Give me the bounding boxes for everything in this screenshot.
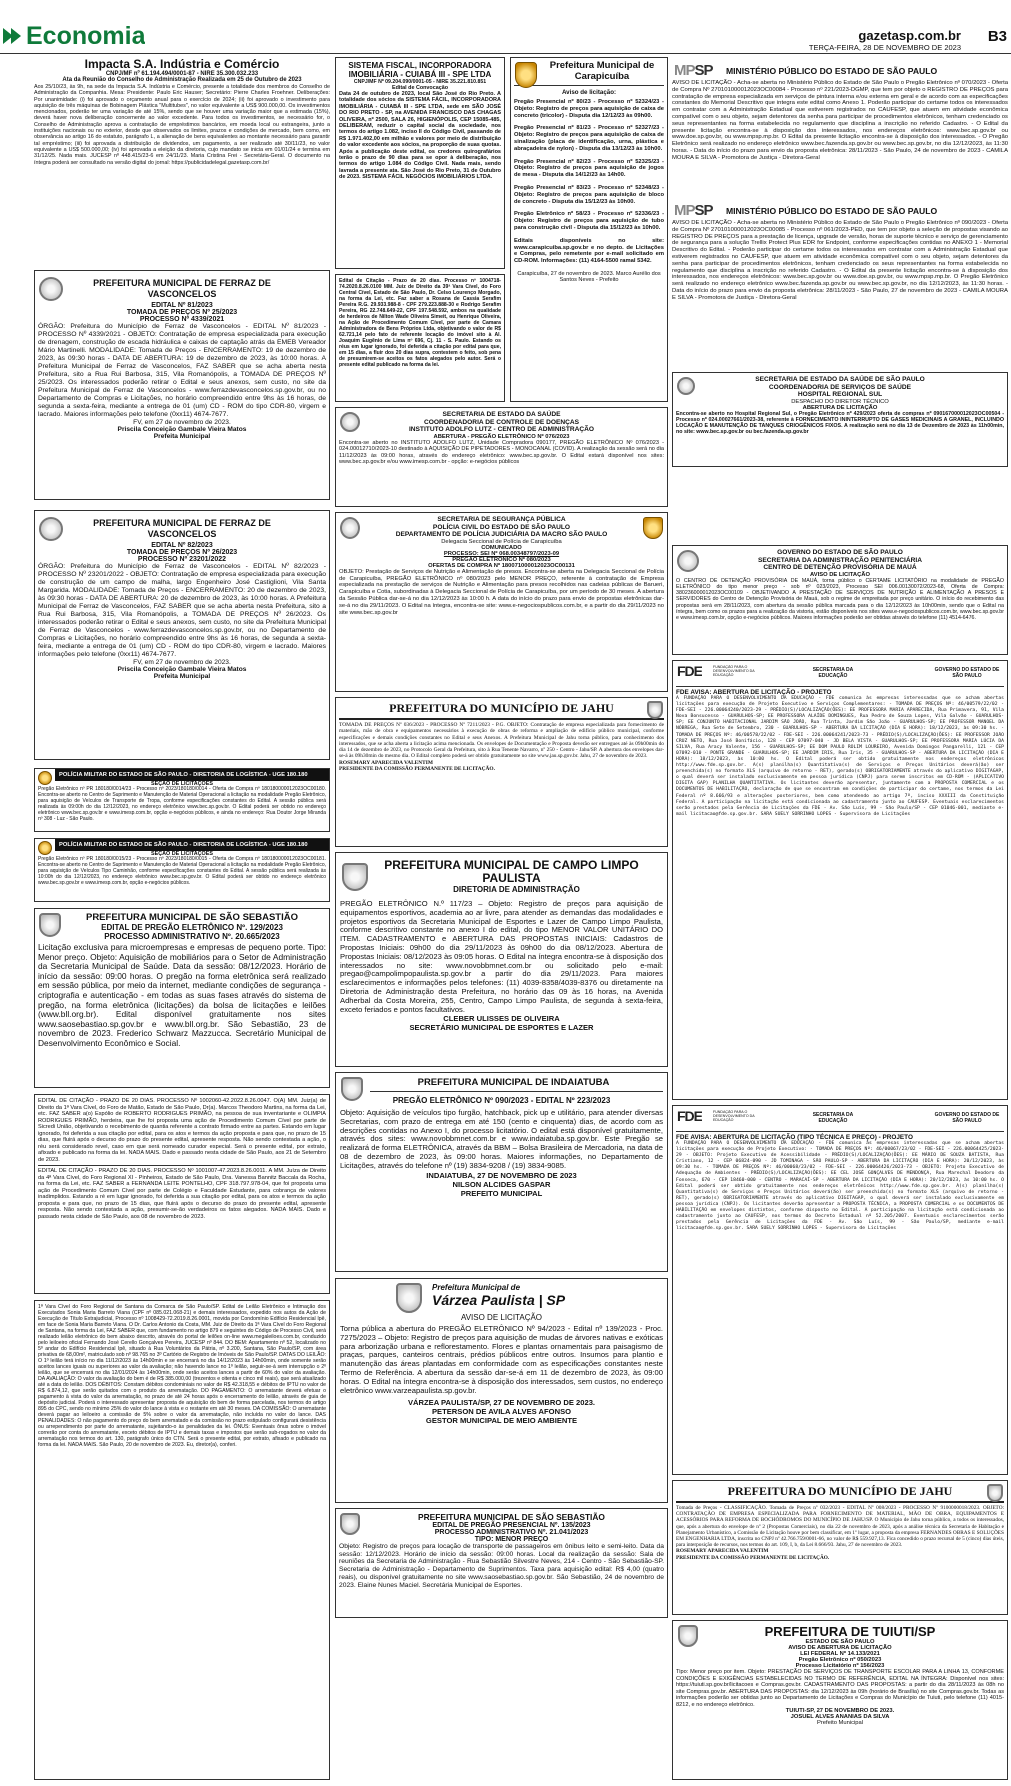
gv-body: O CENTRO DE DETENÇÃO PROVISÓRIA DE MAUÁ, torna público o CERTAME LICITATÓRIO na modalidade de PREGÃO ELETRÔNICO do tipo menor preço - sob nº 023/2023, Processo SEI 006.00130072/2023-68, Oferta de Compra: 380236000012023OC00109 - OBJETIVANDO A PRESTAÇÃO DE SERVIÇOS DE NUTRIÇÃO E ALIMENTAÇÃO A PRESOS E SERVIDORES do Centro de Detenção Provisória de Mauá, sob o regime de empreitada por preço unitário. O início do recebimento das propostas será em 28/11/2023, com abertura da sessão pública marcada para o dia 12/12/2023 às 10h00min, sendo que o Edital na íntegra, bem como os prazos para a realização da vistoria, estão disponíveis nos sites www.e-negociospublicos.com.br, www.bec.sp.gov.br e www.imesp.com.br, opção e-negócios públicos. Maiores informações poderão ser obtidas através do telefone (11) 4514-6476. xyxy=(676,577,1004,621)
varzea-sign: PETERSON DE AVILA ALVES AFONSO xyxy=(431,1407,572,1417)
ferraz1-line-2: PROCESSO Nº 4339/2021 xyxy=(139,316,225,323)
campo-limpo-seal-icon xyxy=(342,863,368,891)
carapicuiba-title: Prefeitura Municipal de Carapicuíba xyxy=(549,60,655,82)
sc-h4: ABERTURA - PREGÃO ELETRÔNICO Nº 076/2023 xyxy=(433,433,570,440)
ferraz1-sign: Priscila Conceição Gambale Vieira Matos xyxy=(117,426,247,433)
ss2-line-0: EDITAL DE PREGÃO PRESENCIAL Nº. 135/2023 xyxy=(432,1522,591,1529)
ind-sub: PREGÃO ELETRÔNICO Nº 090/2023 - EDITAL Nº 223/2023 xyxy=(392,1096,611,1105)
varzea-notice xyxy=(335,1278,668,1503)
ind-title: PREFEITURA MUNICIPAL DE INDAIATUBA xyxy=(417,1077,610,1088)
ferraz-seal-icon xyxy=(39,277,63,301)
page-header xyxy=(0,0,1011,54)
ss2-body: Objeto: Registro de preços para locação de transporte de passageiros em ônibus leito e semi-leito. Data da sessão: 12/12/2023. Horário de início da sessão: 09:00 horas. Local da realização da sessão: Sala de reuniões da Secretaria de Administração - Rua Sebastião Silvestre Neves, 214 - Centro - São Sebastião-SP. Secretaria de Administração - Departamento de Suprimentos. Taxa para aquisição edital: R$ 4,00 (quatro reais), ou disponível gratuitamente no site www.saosebastiao.sp.gov.br. São Sebastião, 24 de novembro de 2023. Elaine Nunes Maciel. Secretária Municipal de Esportes. xyxy=(339,1543,664,1589)
edital-citacao-1 xyxy=(335,274,505,402)
carapicuiba-subtitle: Aviso de licitação: xyxy=(561,89,617,96)
tuiuti-role: Prefeito Municipal xyxy=(816,1720,864,1726)
sh-body: Encontra-se aberto no Hospital Regional Sul, o Pregão Eletrônico nº 429/2023 oferta de compras nº 090167000012023OC00504 - Processo nº 024.00027661/2023-38, referente à FORNECIMENTO ININTERRUPTO DE GASES MEDICINAIS A GRANEL, INCLUINDO LOCAÇÃO E MANUTENÇÃO DE TANQUES CRIOGÊNICOS FIXOS. A realização será no dia 13 de Dezembro de 2023 às 11h00min, no site: www.bec.sp.gov.br ou bec.fazenda.sp.gov.br xyxy=(676,410,1004,436)
indaiatuba-notice xyxy=(335,1072,668,1272)
fde-logo: FDE xyxy=(677,1108,702,1124)
sg-h8: OFERTAS DE COMPRA Nº 180071000012023OC00131 xyxy=(428,562,575,569)
jahu2-body: Tomada de Preços - CLASSIFICAÇÃO. Tomada de Preços nº 032/2023 - EDITAL Nº 008/2023 - PROCESSO Nº 9100000018/2023. OBJETO: CONTRATAÇÃO DE EMPRESA ESPECIALIZADA PARA FORNECIMENTO DE MATERIAL, MÃO DE OBRA, EQUIPAMENTOS E ACESSÓRIOS PARA REFORMA DE BOCHÓDROMOS DO MUNICÍPIO DE JAHU/SP. O Município de Jahu torna público, a todos os interessados, que, após a abertura do envelope de nº 2 (Propostas Comerciais), no dia 22 de novembro de 2023, após a análise técnica da Secretaria de Habitação e Planejamento Urbanístico, a Comissão de Licitação houve por bem classificar, em 1º lugar, a proposta da empresa FERNANDES OBRAS E SOLUÇÕES EM ENGENHARIA LTDA, inscrita no CNPJ nº 42.766.759/0001-66, no valor de R$ 559.927,13. Fica concedido o prazo recursal de 5 (cinco) dias úteis, para interposição de recursos, nos termos do art. 109, I, b, da Lei 8.666/93. Jahu, 27 de novembro de 2023. xyxy=(676,1505,1004,1549)
carapicuiba-sign: Carapicuíba, 27 de novembro de 2023. Marco Aurélio dos Santos Neves - Prefeito xyxy=(517,270,661,284)
ferraz-notice-1 xyxy=(34,270,330,500)
mpsp-logo: MPSP xyxy=(674,62,713,79)
edital-citacao-2-body: EDITAL DE CITAÇÃO - PRAZO DE 20 DIAS. PROCESSO Nº 1002060-42.2022.8.26.0047. O(A) MM. Juiz(a) de Direito da 1ª Vara Cível, do Foro de Matão, Estado de São Paulo, Dr(a). Marcos Theodoro Martins, na forma da Lei, etc. FAZ SABER a(o) Espólio de ROBERTO RODRIGUES PRIMÃO, na pessoa de sua inventariante e OLIMPIA RODRIGUES PRIMÃO, herdeira, que lhe foi proposta uma ação de Procedimento Comum Cível por parte de Sicredi União, objetivando o recebimento de quantia referente a contrato firmado entre as partes. Estando em lugar ignorado, foi deferida a sua citação por edital, para os atos e termos da ação proposta e para que, no prazo de 15 dias, que fluirá após o decurso do prazo do presente edital, apresente resposta. Não sendo contestada a ação, o réu será considerado revel, caso em que será nomeado curador especial. Será o presente edital, por extrato, afixado e publicado na forma da lei. NADA MAIS. Dado e passado nesta cidade de São Paulo, aos 21 de Setembro de 2023. xyxy=(38,1098,326,1163)
ferraz2-line-2: PROCESSO Nº 23201/2022 xyxy=(137,556,227,563)
sc-h3: INSTITUTO ADOLFO LUTZ - CENTRO DE ADMINISTRAÇÃO xyxy=(408,426,595,434)
page-number: B3 xyxy=(987,28,1007,45)
carapicuiba-item-2: Pregão Presencial nº 82/23 - Processo nº 52325/23 - Objeto: Registro de preços para aquisição de jogos de mesa - Disputa dia 14/12/23 às 14h00. xyxy=(514,158,664,179)
tuiuti-line-1: AVISO DE ABERTURA DE LICITAÇÃO xyxy=(788,1645,892,1651)
sf-body: Data 24 de outubro de 2023, local São José do Rio Preto. A totalidade dos sócios da SISTEMA FÁCIL, INCORPORADORA IMOBILIÁRIA - CUIABÁ III - SPE LTDA, sede em SÃO JOSÉ DO RIO PRETO - SP, na AVENIDA FRANCISCO DAS CHAGAS OLIVEIRA, nº 2500, SALA 26, HIGIENÓPOLIS, CEP 15085-485, DELIBERAM, reduzir o capital social da sociedade, nos termos do artigo 1.082, inciso II do Código Civil, passando de R$ 1.971.402,00 em milhão e valores por meio de distribuição do valor excedente aos sócios, na proporção de suas quotas. Após a publicação deste edital, os credores quirografários terão o prazo de 90 dias para se opor à deliberação, nos termos do artigo 1.084 do Código Civil. Nada mais, sendo lavrada a presente ata. São José do Rio Preto, 31 de Outubro de 2023. SISTEMA FÁCIL NEGÓCIOS IMOBILIÁRIOS LTDA. xyxy=(339,91,501,181)
sg-h1: SECRETARIA DE SEGURANÇA PÚBLICA xyxy=(437,516,566,523)
fde2-body: A FUNDAÇÃO PARA O DESENVOLVIMENTO DA EDUCAÇÃO - FDE comunica às empresas interessadas que se acham abertas licitações para execução de Projeto Executivo: - TOMADA DE PREÇOS Nº: 46/00067/23/02 - FDE-SEI - 226.00064425/2023-29 - OBJETO: Projeto Executivo de Acessibilidade - PRÉDIO(S)/LOCALIZAÇÃO(ÕES): EE MÁRIO DE SOUZA BATISTA, Rua Cristiano, 12 - CEP 06824-090 - JD TOMINAGA - SÃO PAULO-SP - ABERTURA DA LICITAÇÃO (DIA E HORA): 20/12/2023, às 09:30 hs. - TOMADA DE PREÇOS Nº: 46/00068/23/02 - FDE-SEI - 226.00064426/2023-73 - OBJETO: Projeto Executivo de Adequação de Ambientes - PRÉDIO(S)/LOCALIZAÇÃO(ÕES): EE CEL JOSÉ GONÇALVES DE MENDONÇA, Rua Marechal Deodoro da Fonseca, 670 - CEP 18460-000 - CENTRO - MARACAÍ-SP - ABERTURA DA LICITAÇÃO (DIA E HORA): 20/12/2023, às 10:00 hs. O Edital poderá ser obtido gratuitamente nos endereços eletrônicos http://www.fde.sp.gov.br. A(s) planilha(s) Quantitativa(s) de Serviços e Preços Unitários deverá(ão) ser preenchida(s) no formato XLS (arquivo de retorno - RET), gerado(s) OBRIGATORIAMENTE através do aplicativo DIGITAGAP, o qual deverá ser instalado exclusivamente em pessoa jurídica (CNPJ). Os licitantes deverão apresentar a PROPOSTA TÉCNICA, a PROPOSTA COMERCIAL e os DOCUMENTOS DE HABILITAÇÃO em envelopes distintos, conforme disposto no Edital. A participação na licitação está condicionada ao cadastramento junto ao CAUFESP, nos termos do Decreto Estadual nº 52.205/2007. Eventuais esclarecimentos serão prestados pela Gerência de Licitações da FDE - Av. São Luís, 99 - São Paulo/SP, mediante e-mail licitacao@fde.sp.gov.br. SARA SUELY SORRINHO LOPES - Supervisora de Licitações xyxy=(676,1141,1004,1232)
edital-citacao-2 xyxy=(34,1094,330,1294)
pm2-body: Pregão Eletrônico nº PR 180180/0015/23 - Processo nº 2023/180180/0015 - Oferta de Compra nº 180180000012023OC00181. Encontra-se aberto no Centro de Suprimento e Manutenção de Material Operacional a licitação na modalidade Pregão Eletrônico, para aquisição de Veículos Tipo Caminhão, conforme especificações constantes do Edital. A sessão pública será realizada às 10:00h do dia 12/12/2023, no endereço eletrônico www.bec.sp.gov.br. O Edital poderá ser obtido no endereço eletrônico www.bec.sp.gov.br e www.imesp.com.br, opção e-negócios públicos. xyxy=(38,856,326,886)
sao-sebastiao-seal-icon xyxy=(39,913,61,937)
sh-h3: HOSPITAL REGIONAL SUL xyxy=(797,391,883,399)
fde-logo: FDE xyxy=(677,663,702,679)
carapicuiba-notice xyxy=(510,57,668,402)
cl-role: SECRETÁRIO MUNICIPAL DE ESPORTES E LAZER xyxy=(409,1023,594,1033)
jahu1-title: PREFEITURA DO MUNICÍPIO DE JAHU xyxy=(339,701,664,720)
tuiuti-body: Tipo: Menor preço por item. Objeto: PRESTAÇÃO DE SERVIÇOS DE TRANSPORTE ESCOLAR PARA A LINHA 13, CONFORME CONDIÇÕES E EXIGÊNCIAS ESTABELECIDAS NO TERMO DE REFERÊNCIA, EDITAL NA ÍNTEGRA: Disponível nos sites: https://tuiuti.sp.gov.br/licitacoes e Compras.gov.br. CADASTRAMENTO DAS PROPOSTAS: a partir do dia 28/11/2023 às 08h no site Compras.gov.br. ABERTURA DAS PROPOSTAS: dia 12/12/2023 às 09h (horário de Brasília) no site Compras.gov.br. Todas as informações poderão ser obtidas junto ao Departamento de Licitações e Compras do Município de Tuiuti, pelo telefone (11) 4015-8212, e no endereço eletrônico. xyxy=(676,1669,1004,1708)
ferraz2-line-0: EDITAL Nº 82/2023 xyxy=(151,542,213,549)
ferraz1-line-1: TOMADA DE PREÇOS Nº 25/2023 xyxy=(126,309,238,316)
impacta-notice xyxy=(34,57,330,257)
mpsp1-body: AVISO DE LICITAÇÃO - Acha-se aberta no Ministério Público do Estado de São Paulo o Pregão Eletrônico nº 070/2023 - Oferta de Compra Nº 270101000012023OC00084 - Processo nº 221/2023-DGMP, que tem por objeto o REGISTRO DE PREÇOS para contratação de empresa especializada em serviços de pintura interna e/ou externa em geral e de acordo com as especificações constantes do Memorial Descritivo que integra este edital como Anexo 1. Poderão participar do certame todos os interessados em contratar com a Administração Estadual que estiverem registrados no CAUFESP, que atuem em atividade econômica compatível com o seu objeto, sejam detentores da senha para participar de procedimentos eletrônicos, tenham credenciado os seus representantes na forma estabelecida no regulamento que disciplina a inscrição no referido Cadastro. - O Edital da presente licitação encontra-se à disposição dos interessados, nos endereços eletrônicos: www.bec.sp.gov.br ou www.doe.sp.gov.br, ou www.mpsp.mp.br. O Edital da presente licitação encontra-se à disposição dos interessados. - O Pregão Eletrônico será realizado no endereço eletrônico www.bec.fazenda.sp.gov.br ou www.bec.sp.gov.br, no dia 12/12/2023, às 11:30 horas. - Data do início do prazo para envio da proposta eletrônica: 28/11/2023 - São Paulo, 24 de novembro de 2023 - CAMILA MOURA E SILVA - Promotora de Justiça - Diretora-Geral xyxy=(672,80,1008,161)
sf-subtitle: Edital de Convocação xyxy=(391,85,449,91)
fde2-title: FDE AVISA: ABERTURA DE LICITAÇÃO (TIPO TÉCNICA E PREÇO) - PROJETO xyxy=(676,1131,1004,1141)
saude-hospital-notice xyxy=(672,372,1008,467)
sc-h1: SECRETARIA DE ESTADO DA SAÚDE xyxy=(442,411,561,418)
fde-notice-1 xyxy=(672,660,1008,1100)
jahu1-body: TOMADA DE PREÇOS Nº 036/2023 - PROCESSO Nº 7211/2023 - P.G. OBJETO: Contratação de empresa especializada para fornecimento de materiais, mão de obra e equipamentos necessários à execução de obras de reforma e ampliação de edifício público municipal, conforme especificações e demais condições constantes no Edital e seus Anexos. A Prefeitura Municipal de Jahu torna público, para conhecimento dos interessados, que se acha aberta a licitação acima mencionada. Os envelopes de Documentação e Proposta deverão ser entregues até às 09h00min do dia 14 de dezembro de 2023, no Protocolo Geral da Prefeitura, sito à Rua Tenente Navarro, nº 250 - Centro - Jahu/SP. A abertura dos envelopes dar-se-á às 09h30min do mesmo dia. O Edital completo poderá ser obtido gratuitamente no site www.jau.sp.gov.br. Jahu, 27 de novembro de 2023. xyxy=(339,722,664,760)
fde-notice-2 xyxy=(672,1105,1008,1475)
pm2-sub: SEÇÃO DE LICITAÇÕES xyxy=(151,851,213,857)
pm-seal-icon xyxy=(38,771,52,785)
tuiuti-line-2: LEI FEDERAL Nº 14.133/2021 xyxy=(800,1651,880,1657)
indaiatuba-seal-icon xyxy=(341,1077,363,1101)
pm1-sub: SEÇÃO DE LICITAÇÕES xyxy=(151,781,213,787)
ferraz2-title: PREFEITURA MUNICIPAL DE FERRAZ DE VASCONCELOS xyxy=(93,518,271,539)
ferraz2-sign: Priscila Conceição Gambale Vieira Matos xyxy=(117,666,247,673)
jahu2-role: PRESIDENTE DA COMISSÃO PERMANENTE DE LICITAÇÃO. xyxy=(676,1554,830,1561)
mpsp-notice-1 xyxy=(672,62,1008,192)
sg-h6: PROCESSO: SEI Nº 068.00348797/2023-09 xyxy=(443,550,560,557)
fde1-title: FDE AVISA: ABERTURA DE LICITAÇÃO - PROJETO xyxy=(676,686,1004,696)
jahu2-sign: ROSEMARY APARECIDA VALENTIM xyxy=(676,1548,769,1555)
ferraz1-line-0: EDITAL Nº 81/2023 xyxy=(151,302,213,309)
sg-h4: Delegacia Seccional de Polícia de Carapicuíba xyxy=(441,538,562,545)
tuiuti-seal-icon xyxy=(678,1625,698,1647)
mpsp2-body: AVISO DE LICITAÇÃO - Acha-se aberta no Ministério Público do Estado de São Paulo o Pregão Eletrônico nº 090/2023 - Oferta de Compra Nº 270101000012023OC00085 - Processo nº 061/2023-PED, que tem por objeto a seleção de propostas visando ao REGISTRO DE PREÇOS para a prestação de licença, upgrade de versão, horas de suporte técnico e serviço de gerenciamento de segurança para a solução Trellix Protect Plus EDR for Endpoint, conforme especificações contidas no ANEXO 1 - Memorial Descritivo do Edital. - Poderão participar do certame todos os interessados em contratar com a Administração Estadual que estiverem registrados no CAUFESP, que atuem em atividade econômica compatível com o seu objeto, sejam detentores da senha para participar de procedimentos eletrônicos, tenham credenciado os seus representantes na forma estabelecida no regulamento que disciplina a inscrição no referido Cadastro. - O Edital da presente licitação encontra-se à disposição dos interessados, nos endereços eletrônicos: www.bec.sp.gov.br ou www.doe.sp.gov.br, ou www.mpsp.mp.br. O Pregão Eletrônico será realizado no endereço eletrônico www.bec.fazenda.sp.gov.br ou www.bec.sp.gov.br, no dia 12/12/2023, às 11:30 horas. - Data do início do prazo para envio da proposta eletrônica: 28/11/2023 - São Paulo, 27 de novembro de 2023 - CAMILA MOURA E SILVA - Promotora de Justiça - Diretora-Geral xyxy=(672,220,1008,301)
tuiuti-notice xyxy=(672,1620,1008,1780)
ss1-line-0: EDITAL DE PREGÃO ELETRÔNICO Nº. 129/2023 xyxy=(101,923,283,932)
pm-seal-icon xyxy=(38,841,52,855)
sp-seal-icon xyxy=(340,412,360,432)
ind-body: Objeto: Aquisição de veículos tipo furgão, hatchback, pick up e utilitário, para atender diversas Secretarias, com prazo de entrega em até 150 (cento e cinquenta) dias, de acordo com as descrições contidas no Anexo I, do processo licitatório. O edital está disponível gratuitamente, através dos sites: www.novobbmnet.com.br e www.indaiatuba.sp.gov.br. Este Pregão se realizará de forma ELETRÔNICA, através da BBM – Bolsa Brasileira de Mercadoria, na data de 08 de dezembro de 2023, às 09:00 horas. Maiores informações, no Departamento de Licitações, através do telefone nº (19) 3834-9208 / (19) 3834-9085. xyxy=(340,1108,663,1170)
sao-sebastiao-seal-icon xyxy=(340,1513,360,1535)
carapicuiba-item-1: Pregão Presencial nº 81/23 - Processo nº 52327/23 - Objeto: Registro de preços para aquisição de caixa de sinalização (placa de identificação, urna, plástica e abraçadeira de nylon) - Disputa dia 13/12/23 às 10h00. xyxy=(514,125,664,152)
edital-leilao-body: 1ª Vara Cível do Foro Regional de Santana da Comarca de São Paulo/SP. Edital de Leilão Eletrônico e Intimação dos Executados Sonia Maria Barreto Viana (CPF nº 085.021.068-21) e demais interessados, expedido nos autos da Ação de Execução de Título Extrajudicial, Processo nº 1008429-72.2019.8.26.0001, movida por Condomínio Edifício Residencial Ipê, em face de Sonia Maria Barreto Viana. O Dr. Carlos Antonio da Costa, MM. Juiz de Direito da 1ª Vara Cível do Foro Regional de Santana, na forma da Lei, FAZ SABER que, com fundamento no artigo 879 e seguintes do Código de Processo Civil, será realizado leilão eletrônico do bem abaixo descrito, através do portal de leilões on-line www.megaleiloes.com.br, conduzido pelo leiloeiro oficial Fernando José Cerello Gonçalves Pereira, JUCESP nº 844. DO BEM: Apartamento nº 52, localizado no 5º andar do Edifício Residencial Ipê, situado à Rua Voluntários da Pátria, nº 3.200, Santana, São Paulo/SP, com área privativa de 68,00m², matriculado sob nº 98.765 no 3º Cartório de Registro de Imóveis de São Paulo/SP. DATAS DO LEILÃO: O 1º leilão terá início no dia 11/12/2023 às 14h00min e se encerrará no dia 14/12/2023 às 14h00min, onde somente serão aceitos lances iguais ou superiores ao valor da avaliação; não havendo lance no 1º leilão, seguir-se-á sem interrupção o 2º leilão, que se encerrará no dia 12/01/2024 às 14h00min, onde serão aceitos lances a partir de 60% do valor da avaliação. DA AVALIAÇÃO: O valor da avaliação do bem é de R$ 385.000,00 (trezentos e oitenta e cinco mil reais), que será atualizado até a data do leilão. DOS DÉBITOS: Constam débitos condominiais no valor de R$ 42.318,55 e débitos de IPTU no valor de R$ 6.874,12, que serão quitados com o produto da arrematação. DO PAGAMENTO: O arrematante deverá efetuar o pagamento à vista do valor da arrematação, no prazo de até 24 horas após o encerramento do leilão, através de guia de depósito judicial. Poderá o interessado apresentar proposta de aquisição do bem de forma parcelada, nos termos do artigo 895 do CPC, sendo no mínimo 25% do valor do lance à vista e o restante em até 30 meses. DA COMISSÃO: O arrematante deverá pagar ao leiloeiro a comissão de 5% sobre o valor da arrematação, não incluída no valor do lance. DAS PENALIDADES: O não pagamento do preço do bem arrematado e da comissão no prazo estipulado configurará desistência ou arrependimento por parte do arrematante, sujeitando-o às penalidades da lei. ÔNUS: Eventuais ônus sobre o imóvel correrão por conta do arrematante, exceto débitos de IPTU e demais taxas e impostos que serão sub-rogados no valor da arrematação nos termos do art. 130, parágrafo único do CTN. Será o presente edital, por extrato, afixado e publicado na forma da lei. NADA MAIS. São Paulo, 20 de novembro de 2023. Eu, diretor(a), conferi. xyxy=(38,1304,326,1448)
sh-h1: SECRETARIA DE ESTADO DA SAÚDE DE SÃO PAULO xyxy=(755,376,925,383)
pm1-body: Pregão Eletrônico nº PR 180180/0014/23 - Processo nº 2023/180180/0014 - Oferta de Compra nº 180180000012023OC00180. Encontra-se aberto no Centro de Suprimento e Manutenção de Material Operacional a licitação na modalidade Pregão Eletrônico, para aquisição de Veículos de Transporte de Tropa, conforme especificações constantes do Edital. A sessão pública será realizada às 09:00h do dia 12/12/2023, no endereço eletrônico www.bec.sp.gov.br. O Edital poderá ser obtido no endereço eletrônico www.bec.sp.gov.br e www.imesp.com.br, opção e-negócios públicos, e ainda no endereço: Rua Doutor Jorge Miranda nº 308 - Luz - São Paulo. xyxy=(38,786,326,822)
ferraz1-role: Prefeita Municipal xyxy=(153,433,211,440)
impacta-title: Impacta S.A. Indústria e Comércio xyxy=(84,57,280,71)
sg-h7: PREGÃO ELETRÔNICO Nº 080/2023 xyxy=(452,556,551,563)
varzea-role: GESTOR MUNICIPAL DE MEIO AMBIENTE xyxy=(425,1416,578,1426)
carapicuiba-item-5: Editais disponíveis no site: www.carapicuiba.sp.gov.br e no depto. de Licitações e Compras, pelo remetente por e-mail solicitado em CD-ROM. Informações: (11) 4164-5500 ramal 5342. xyxy=(514,237,664,265)
varzea-brand-2: Várzea Paulista | SP xyxy=(432,1292,566,1308)
gv-h3: CENTRO DE DETENÇÃO PROVISÓRIA DE MAUÁ xyxy=(763,564,917,572)
mpsp-notice-2 xyxy=(672,202,1008,337)
jahu-notice-2 xyxy=(672,1480,1008,1615)
varzea-body: Torna pública a abertura do PREGÃO ELETRÔNICO Nº 94/2023 - Edital nº 139/2023 - Proc. 7275/2023 – Objeto: Registro de preços para aquisição de mudas de árvores nativas e exóticas para arborização urbana e reflorestamento. Flores e plantas ornamentais para paisagismo de praças, parques, canteiros centrais, prédios públicos entre outros. Insumos para plantio e manutenção das áreas plantadas em conformidade com as especificações constantes neste Termo de Referência. A abertura da sessão dar-se-á em 11 de dezembro de 2023, às 09:00 horas. O Edital na íntegra encontra-se à disposição dos interessados, sem custos, no endereço eletrônico www.varzeapaulista.sp.gov.br. xyxy=(340,1324,663,1395)
cl-sign: CLEBER ULISSES DE OLIVEIRA xyxy=(443,1014,560,1024)
sao-sebastiao-notice-1 xyxy=(34,908,330,1088)
ferraz1-date: FV, em 27 de novembro de 2023. xyxy=(133,419,231,426)
varzea-brand-1: Prefeitura Municipal de xyxy=(432,1283,521,1292)
sh-h5: ABERTURA DE LICITAÇÃO xyxy=(802,404,878,411)
sh-h4: DESPACHO DO DIRETOR TÉCNICO xyxy=(791,398,889,405)
carapicuiba-item-3: Pregão Presencial nº 83/23 - Processo nº 52348/23 - Objeto: Registro de preços para aquisição de bloco de concreto - Disputa dia 15/12/23 às 10h00. xyxy=(514,184,664,205)
sao-sebastiao-notice-2 xyxy=(335,1508,668,1618)
carapicuiba-seal-icon xyxy=(515,62,537,88)
sf-title: SISTEMA FISCAL, INCORPORADORA IMOBILIÁRIA - CUIABÁ III - SPE LTDA xyxy=(348,61,492,79)
sh-h2: COORDENADORIA DE SERVIÇOS DE SAÚDE xyxy=(768,383,912,391)
pm-notice-2 xyxy=(34,838,330,902)
governo-cdp-notice xyxy=(672,545,1008,655)
varzea-sub: AVISO DE LICITAÇÃO xyxy=(460,1313,543,1322)
fde1-logo-sub: FUNDAÇÃO PARA O DESENVOLVIMENTO DA EDUCAÇÃO xyxy=(713,665,755,678)
cl-body: PREGÃO ELETRÔNICO N.º 117/23 – Objeto: Registro de preços para aquisição de equipamentos esportivos, academia ao ar livre, para atender as demandas das modalidades e projetos esportivos da Secretaria Municipal de Esportes e Lazer de Campo Limpo Paulista, conforme descritivo constante no anexo I do edital, do tipo MENOR VALOR UNITÁRIO DO ITEM. CADASTRAMENTO e ABERTURA DAS PROPOSTAS INICIAIS: Cadastros de Propostas Iniciais: 09h00 do dia 29/11/2023 às 09h00 do dia 08/12/2023. Abertura de Propostas Iniciais: 08/12/2023 às 09:05 horas. O Edital na íntegra encontra-se à disposição dos interessados no site: www.novobbmnet.com.br ou solicitado pelo e-mail: pregao@campolimpopaulista.sp.gov.br a partir do dia 29/11/2023. Para maiores esclarecimentos e informações pelos telefones: (11) 4039-8358/4039-8376 ou diretamente na Diretoria de Administração desta Prefeitura, no horário das 09 às 16 horas, na Avenida Adherbal da Costa Moreira, 255, Centro, Campo Limpo Paulista, de segunda à sexta-feira, exceto feriados e pontos facultativos. xyxy=(340,899,663,1014)
ferraz-seal-icon xyxy=(39,517,63,541)
gv-h1: GOVERNO DO ESTADO DE SÃO PAULO xyxy=(777,549,903,556)
gv-h2: SECRETARIA DA ADMINISTRAÇÃO PENITENCIÁRIA xyxy=(758,556,922,564)
ss1-title: PREFEITURA MUNICIPAL DE SÃO SEBASTIÃO xyxy=(85,912,298,923)
varzea-seal-icon xyxy=(396,1283,422,1313)
ferraz2-line-1: TOMADA DE PREÇOS Nº 26/2023 xyxy=(126,549,238,556)
fde2-sec: SECRETARIA DA EDUCAÇÃO xyxy=(812,1112,854,1124)
sg-body: OBJETO: Prestação de Serviços de Nutrição e Alimentação de presos. Encontra-se aberta na Delegacia Seccional de Polícia de Carapicuíba, PREGÃO ELETRÔNICO nº 080/2023 pelo MENOR PREÇO, referente à contratação de Empresa especializada na prestação de serviços de Nutrição e Alimentação para presos recolhidos nas cadeias públicas de Barueri, Carapicuíba e Cotia, subordinadas à Delegacia Seccional de Polícia de Carapicuíba, por um período de 30 meses. A abertura da Sessão Pública dar-se-á no dia 12/12/2023 às 10:00 h. A data do início do prazo para envio de propostas eletrônicas dar-se-á no dia 29/11/2023. O Edital na íntegra, encontra-se site: www.e-negociospublicos.com.br, e a partir do dia 29/11/2023 no site www.bec.sp.gov.br xyxy=(339,568,664,616)
jahu1-role: PRESIDENTE DA COMISSÃO PERMANENTE DE LICITAÇÃO. xyxy=(339,766,495,773)
impacta-cnpj: CNPJ/MF nº 61.194.494/0001-87 - NIRE 35.300.032.233 xyxy=(105,71,259,77)
edital-citacao-1-body: Edital de Citação - Prazo de 20 dias. Processo nº 1004718-74.2020.8.26.0100 MM. Juiz de Direito da 39ª Vara Cível, do Foro Central Cível, Estado de São Paulo, Dr. Celso Lourenço Morgado, na forma da Lei, etc. Faz saber a Rosana de Cassia Serafim Pereira R.G. 29.933.988-8 - CPF 279.223.888-30 e Rodrigo Serafim Pereira, RG 22.748.649-22, CPF 197.548.592, ambos na qualidade de herdeiros de Nilton Wade Oliveira Simeit, ou Henrique Oliveira, na Ação de Procedimento Comum Cível, por parte de Camara Administradora de Bens Próprios Ltda, objetivando o valor de R$ 62.721,14 pelo fato de referente locação do imóvel sito à Al. Joaquim Eugênio de Lima nº 696, Cj. 11 - S. Paulo. Estando os réus em lugar ignorado, foi deferida a citação por edital para que, em 15 dias, a fluir dos 20 dias supra, contestem o feito, sob pena de presumirem-se aceitos os fatos alegados pelo autor. Será o presente edital publicado na forma da lei. xyxy=(339,278,501,368)
jahu-notice-1 xyxy=(335,697,668,847)
header-arrow-icon xyxy=(3,28,23,44)
edital-citacao-2-body2: EDITAL DE CITAÇÃO - PRAZO DE 20 DIAS. PROCESSO Nº 1001007-47.2023.8.26.0011. A MM. Juíza de Direito da 4ª Vara Cível, do Foro Regional XI - Pinheiros, Estado de São Paulo, Dra. Vanessa Bannitz Baccala da Rocha, na forma da Lei, etc. FAZ SABER a FERNANDA LEITE PONTELHO, CPF 318.797.978-04, que foi proposta uma ação de Procedimento Comum Cível por parte de Colégio e Faculdade Estudante, para cobrança de valores inadimplidos. Estando a ré em lugar ignorado, foi deferida a sua citação por edital, para os atos e termos da ação proposta e para que, no prazo de 15 dias, que fluirá após o decurso do prazo do presente edital, apresente resposta. Não sendo contestada a ação, presumir-se-ão verdadeiros os fatos alegados. NADA MAIS. Dado e passado nesta cidade de São Paulo, aos 08 de novembro de 2023. xyxy=(38,1168,326,1220)
tuiuti-line-3: Pregão Eletrônico nº 050/2023 xyxy=(798,1657,882,1663)
ferraz1-body: ÓRGÃO: Prefeitura do Município de Ferraz de Vasconcelos - EDITAL Nº 81/2023 - PROCESSO Nº 4339/2021 - OBJETO: Contratação de empresa especializada para execução de drenagem, construção de escada hidráulica e caixas de captação atrás da EMEB Vereador Mário Martinelli. MODALIDADE: Tomada de Preços - ENCERRAMENTO: 19 de dezembro de 2023, às 09:30 horas - DATA DE ABERTURA: 19 de dezembro de 2023, às 10:00 horas. A Prefeitura Municipal de Ferraz de Vasconcelos, FAZ SABER que se acha aberta nesta Prefeitura, sito a Rua Rui Barbosa, 315, Vila Romanópolis, a TOMADA DE PREÇOS Nº 25/2023. Os interessados poderão retirar o Edital e seus anexos, sem custo, no site da Prefeitura Municipal de Ferraz de Vasconcelos - www.ferrazdevasconcelos.sp.gov.br, ou no Departamento de Compras e Licitações, no horário compreendido entre 9hs às 16 horas, de segunda a sexta-feira, mediante a entrega de 01 (um) CD - ROM do tipo CDR-80, virgem e lacrado. Maiores informações pelo telefone (0xx11) 4674-7677. xyxy=(38,323,326,418)
sp-seal-icon xyxy=(677,377,695,395)
edital-leilao xyxy=(34,1300,330,1780)
policia-civil-badge-icon xyxy=(643,517,663,539)
varzea-date: VÁRZEA PAULISTA/SP, 27 DE NOVEMBRO DE 2023. xyxy=(407,1398,596,1408)
fde2-gov: GOVERNO DO ESTADO DE SÃO PAULO xyxy=(934,1112,1000,1124)
mpsp-logo: MPSP xyxy=(674,202,713,219)
ferraz1-title: PREFEITURA MUNICIPAL DE FERRAZ DE VASCONCELOS xyxy=(93,278,271,299)
ind-date: INDAIATUBA, 27 DE NOVEMBRO DE 2023 xyxy=(426,1170,577,1180)
impacta-body: Aos 25/10/23, às 9h, na sede da Impacta S.A. Indústria e Comércio, presente a totalidade dos membros do Conselho de Administração da Companhia. Mesa: Presidente: Paulo Eric Hauser; Secretário: Pierre Charles Froehner. Deliberações: Por unanimidade: (i) foi aprovado o orçamento anual para o exercício de 2024; (ii) foi aprovado o investimento para aquisição de três máquinas de Bobinagem Plástica "Multitubes", no valor equivalente a US$ 900.000,00. Os investimentos mencionados, poderão ter uma variação de até 15%, sendo que se houver uma variação maior que a estimada (15%), deverá haver nova deliberação concernente ao valor excedente. Para todos os investimentos, se necessário for, o Conselho de Administração aprova a contratação de empréstimos bancários, em moeda local ou estrangeira, junto a instituições nacionais ou no exterior, desde que observados os limites, prazos e condições de mercado, bem como, em observância ao artigo 16 do estatuto, parágrafo L, a alienação de bens equivalentes ao montante necessário para garantir tal empréstimo; (iii) foi aprovada a distribuição de dividendos, um pagamento, a ser realizado até 30/11/23, no valor equivalente a US$ 500.000,00; (iv) foi aprovada a eleição da diretoria, cujo mandato se inicia em 01/01/24 e termina em 31/12/25. Nada mais. JUCESP nº 448.415/23-6 em 24/11/23. Maria Cristina Frei - Secretária-Geral. O documento na íntegra poderá ser consultado na versão digital do jornal: https://publicidadelegal.gazetasp.com.br/ xyxy=(34,84,330,166)
sg-h3: DEPARTAMENTO DE POLÍCIA JUDICIÁRIA DA MACRO SÃO PAULO xyxy=(395,531,608,539)
ferraz2-role: Prefeita Municipal xyxy=(153,673,211,680)
jahu1-sign: ROSEMARY APARECIDA VALENTIM xyxy=(339,759,433,766)
fde2-logo-sub: FUNDAÇÃO PARA O DESENVOLVIMENTO DA EDUCAÇÃO xyxy=(713,1110,755,1123)
tuiuti-title: PREFEITURA DE TUIUTI/SP xyxy=(764,1624,936,1639)
ss2-line-1: PROCESSO ADMINISTRATIVO Nº. 21.041/2023 xyxy=(434,1529,589,1536)
sf-cnpj: CNPJ/MF Nº 09.204.090/0001-05 - NIRE 35.221.810.851 xyxy=(353,79,487,85)
carapicuiba-item-0: Pregão Presencial nº 80/23 - Processo nº 52324/23 - Objeto: Registro de preços para aquisição de caixa de concreto (tricolor) - Disputa dia 12/12/23 às 09h00. xyxy=(514,99,664,119)
sg-h2: POLÍCIA CIVIL DO ESTADO DE SÃO PAULO xyxy=(432,523,571,531)
ss1-body: Licitação exclusiva para microempresas e empresas de pequeno porte. Tipo: Menor preço. Objeto: Aquisição de mobiliários para o Setor de Administração da Secretaria Municipal de Saúde. Data da sessão: 08/12/2023. Horário de início da sessão: 09:00 horas. O pregão na forma eletrônica será realizado em sessão pública, por meio da internet, mediante condições de segurança - criptografia e autenticação - em todas as suas fases através do sistema de pregão, na forma eletrônica (licitações) da bolsa de licitações e leilões (www.bll.org.br). Edital disponível gratuitamente nos sites www.saosebastiao.sp.gov.br e www.bll.org.br. São Sebastião, 23 de novembro de 2023. Frederico Schwarz Mazzucca. Secretário Municipal de Desenvolvimento Econômico e Social. xyxy=(38,942,326,1048)
gv-h4: AVISO DE LICITAÇÃO xyxy=(809,571,870,578)
cl-title: PREFEITURA MUNICIPAL DE CAMPO LIMPO PAULISTA xyxy=(384,858,639,885)
sg-h5: COMUNICADO xyxy=(481,544,522,551)
ss2-title: PREFEITURA MUNICIPAL DE SÃO SEBASTIÃO xyxy=(418,1512,605,1522)
campo-limpo-notice xyxy=(335,852,668,1067)
jahu2-title: PREFEITURA DO MUNICÍPIO DE JAHU xyxy=(676,1484,1004,1503)
tuiuti-date: TUIUTI-SP, 27 DE NOVEMBRO DE 2023. xyxy=(785,1708,895,1714)
ind-role: PREFEITO MUNICIPAL xyxy=(460,1188,543,1198)
jahu-seal-icon xyxy=(987,1484,1003,1502)
saude-cais-notice xyxy=(335,407,668,507)
tuiuti-line-4: Processo Licitatório nº 156/2023 xyxy=(795,1663,885,1669)
ss1-line-1: PROCESSO ADMINISTRATIVO Nº. 20.665/2023 xyxy=(104,932,280,941)
carapicuiba-item-4: Pregão Eletrônico nº 58/23 - Processo nº 52336/23 - Objeto: Registro de preços para aquisição de tubo para construção civil - Disputa dia 15/12/23 às 10h00. xyxy=(514,211,664,231)
mpsp2-title: MINISTÉRIO PÚBLICO DO ESTADO DE SÃO PAULO xyxy=(726,206,938,216)
jahu-seal-icon xyxy=(647,701,663,719)
ferraz2-body: ÓRGÃO: Prefeitura do Município de Ferraz de Vasconcelos - EDITAL Nº 82/2023 - PROCESSO Nº 23201/2022 - OBJETO: Contratação de empresa especializada para execução de construção de um campo de malha, largo Engenheiro José Castiglioni, Vila Santa Margarida. MODALIDADE: Tomada de Preços - ENCERRAMENTO: 20 de dezembro de 2023, às 09:30 horas - DATA DE ABERTURA: 20 de dezembro de 2023, às 10:00 horas. A Prefeitura Municipal de Ferraz de Vasconcelos, FAZ SABER que se acha aberta nesta Prefeitura, sito a Rua Rui Barbosa, 315, Vila Romanópolis, a TOMADA DE PREÇOS Nº 26/2023. Os interessados poderão retirar o Edital e seus anexos, sem custo, no site da Prefeitura Municipal de Ferraz de Vasconcelos - www.ferrazdevasconcelos.sp.gov.br, ou no Departamento de Compras e Licitações, no horário compreendido entre 9hs às 16 horas, de segunda a sexta-feira, mediante a entrega de 01 (um) CD - ROM do tipo CDR-80, virgem e lacrado. Maiores informações pelo telefone (0xx11) 4674-7677. xyxy=(38,563,326,658)
sistema-fiscal-notice xyxy=(335,57,505,269)
impacta-subtitle: Ata da Reunião do Conselho de Administração Realizada em 25 de Outubro de 2023 xyxy=(62,77,302,83)
fde1-body: A FUNDAÇÃO PARA O DESENVOLVIMENTO DA EDUCAÇÃO - FDE comunica às empresas interessadas que se acham abertas licitações para execução de Projeto Executivo e Serviços Complementares: - TOMADA DE PREÇOS Nº: 46/00579/22/02 - FDE-SEI - 226.00064240/2023-29 - PRÉDIO(S)/LOCALIZAÇÃO(ÕES): EE PROFESSORA MARIA APARECIDA, Rua Primavera, 91, Vila Nova Bonsucesso - GUARULHOS-SP; EE PROFESSORA ALAÍDE DOMINGUES, Rua Pedro de Souza Lopes, Vila Galvão - GUARULHOS-SP; EE CONJUNTO HABITACIONAL JARDIM SÃO JOÃO, Rua Trinta, Jardim São João - GUARULHOS-SP; EE PROFESSOR MANOEL DA NÓBREGA, Rua Sete de Setembro, 230 - GUARULHOS-SP - ABERTURA DA LICITAÇÃO (DIA E HORA): 18/12/2023, às 09:30 hs. - TOMADA DE PREÇOS Nº: 46/00578/22/02 - FDE-SEI - 226.00064241/2023-73 - PRÉDIO(S)/LOCALIZAÇÃO(ÕES): EE PROFESSOR JOÃO CRUZ NETO, Rua José Bonifácio, 128 - CEP 07097-040 - JD BELA VISTA - GUARULHOS-SP; EE PROFESSORA MARIA LÚCIA DA SILVA, Rua Aracy Valente, 156 - GUARULHOS-SP; EE DOM PAULO ROLIM LOUREIRO, Avenida Domingos Pangarelli, 121 - CEP 07092-010 - PONTE GRANDE - GUARULHOS-SP; EE JARDIM IRIS, Rua Iris, 35 - GUARULHOS-SP - ABERTURA DA LICITAÇÃO (DIA E HORA): 18/12/2023, às 10:00 hs. O Edital poderá ser obtido gratuitamente nos endereços eletrônicos http://www.fde.sp.gov.br. A(s) planilha(s) Quantitativa(s) de Serviços e Preços Unitários deverá(ão) ser preenchida(s) no formato XLS (arquivo de retorno - RET), gerado(s) OBRIGATORIAMENTE através do aplicativo DIGITAGAP, o qual deverá ser instalado exclusivamente em pessoa jurídica (CNPJ) para serem inscritos em CD-ROM - (APLICATIVO DIGITA GAP) PLANILHA QUANTITATIVA. Os licitantes deverão apresentar, juntamente com a PROPOSTA COMERCIAL e os DOCUMENTOS DE HABILITAÇÃO, declaração de que se encontram em condições de participar do certame, nos termos da Lei Federal nº 8.666/93 e alterações posteriores, bem como atendendo ao artigo 7º, inciso XXXIII da Constituição Federal. A participação na licitação está condicionada ao cadastramento junto ao CAUFESP. Eventuais esclarecimentos serão prestados pela Gerência de Licitações da FDE - Av. São Luís, 99 - São Paulo/SP - CEP 01046-001, mediante e-mail licitacao@fde.sp.gov.br. SARA SUELY SORRINHO LOPES - Supervisora de Licitações xyxy=(676,696,1004,817)
tuiuti-sign: JOSUEL ALVES ANANIAS DA SILVA xyxy=(790,1714,890,1720)
sp-seal-icon xyxy=(340,517,360,539)
pm-notice-1 xyxy=(34,768,330,832)
pm1-band: POLÍCIA MILITAR DO ESTADO DE SÃO PAULO - DIRETORIA DE LOGÍSTICA - UGE 180.180 xyxy=(55,769,329,781)
sc-h2: COORDENADORIA DE CONTROLE DE DOENÇAS xyxy=(423,418,580,426)
fde1-gov: GOVERNO DO ESTADO DE SÃO PAULO xyxy=(934,667,1000,679)
sc-body: Encontra-se aberto no INSTITUTO ADOLFO LUTZ, Unidade Compradora 090177, PREGÃO ELETRÔNICO Nº 076/2023 - 024.00012710/2023-10 destinado à AQUISIÇÃO DE PIPETADORES - MONOCANAL (COVID). A realização da sessão será no dia 11/12/2023 às 09:00 horas, através do endereço eletrônico: www.bec.sp.gov.br. O Edital estará disponível nos sites: www.bec.sp.gov.br e/ou www.imesp.com.br - opção: e-negócios públicos xyxy=(339,439,664,466)
site-url[interactable]: gazetasp.com.br xyxy=(858,28,961,43)
section-title: Economia xyxy=(26,22,146,50)
fde1-sec: SECRETARIA DA EDUCAÇÃO xyxy=(812,667,854,679)
cl-sub: DIRETORIA DE ADMINISTRAÇÃO xyxy=(453,885,580,894)
seguranca-notice xyxy=(335,512,668,692)
mpsp1-title: MINISTÉRIO PÚBLICO DO ESTADO DE SÃO PAULO xyxy=(726,66,938,76)
sp-seal-icon xyxy=(677,550,699,572)
ind-sign: NILSON ALCIDES GASPAR xyxy=(452,1179,551,1189)
pm2-band: POLÍCIA MILITAR DO ESTADO DE SÃO PAULO - DIRETORIA DE LOGÍSTICA - UGE 180.180 xyxy=(55,839,329,851)
ss2-line-2: TIPO: MENOR PREÇO xyxy=(474,1536,549,1543)
ferraz2-date: FV, em 27 de novembro de 2023. xyxy=(133,659,231,666)
header-date: TERÇA-FEIRA, 28 DE NOVEMBRO DE 2023 xyxy=(808,43,961,52)
tuiuti-line-0: ESTADO DE SÃO PAULO xyxy=(805,1639,875,1645)
ferraz-notice-2 xyxy=(34,510,330,760)
